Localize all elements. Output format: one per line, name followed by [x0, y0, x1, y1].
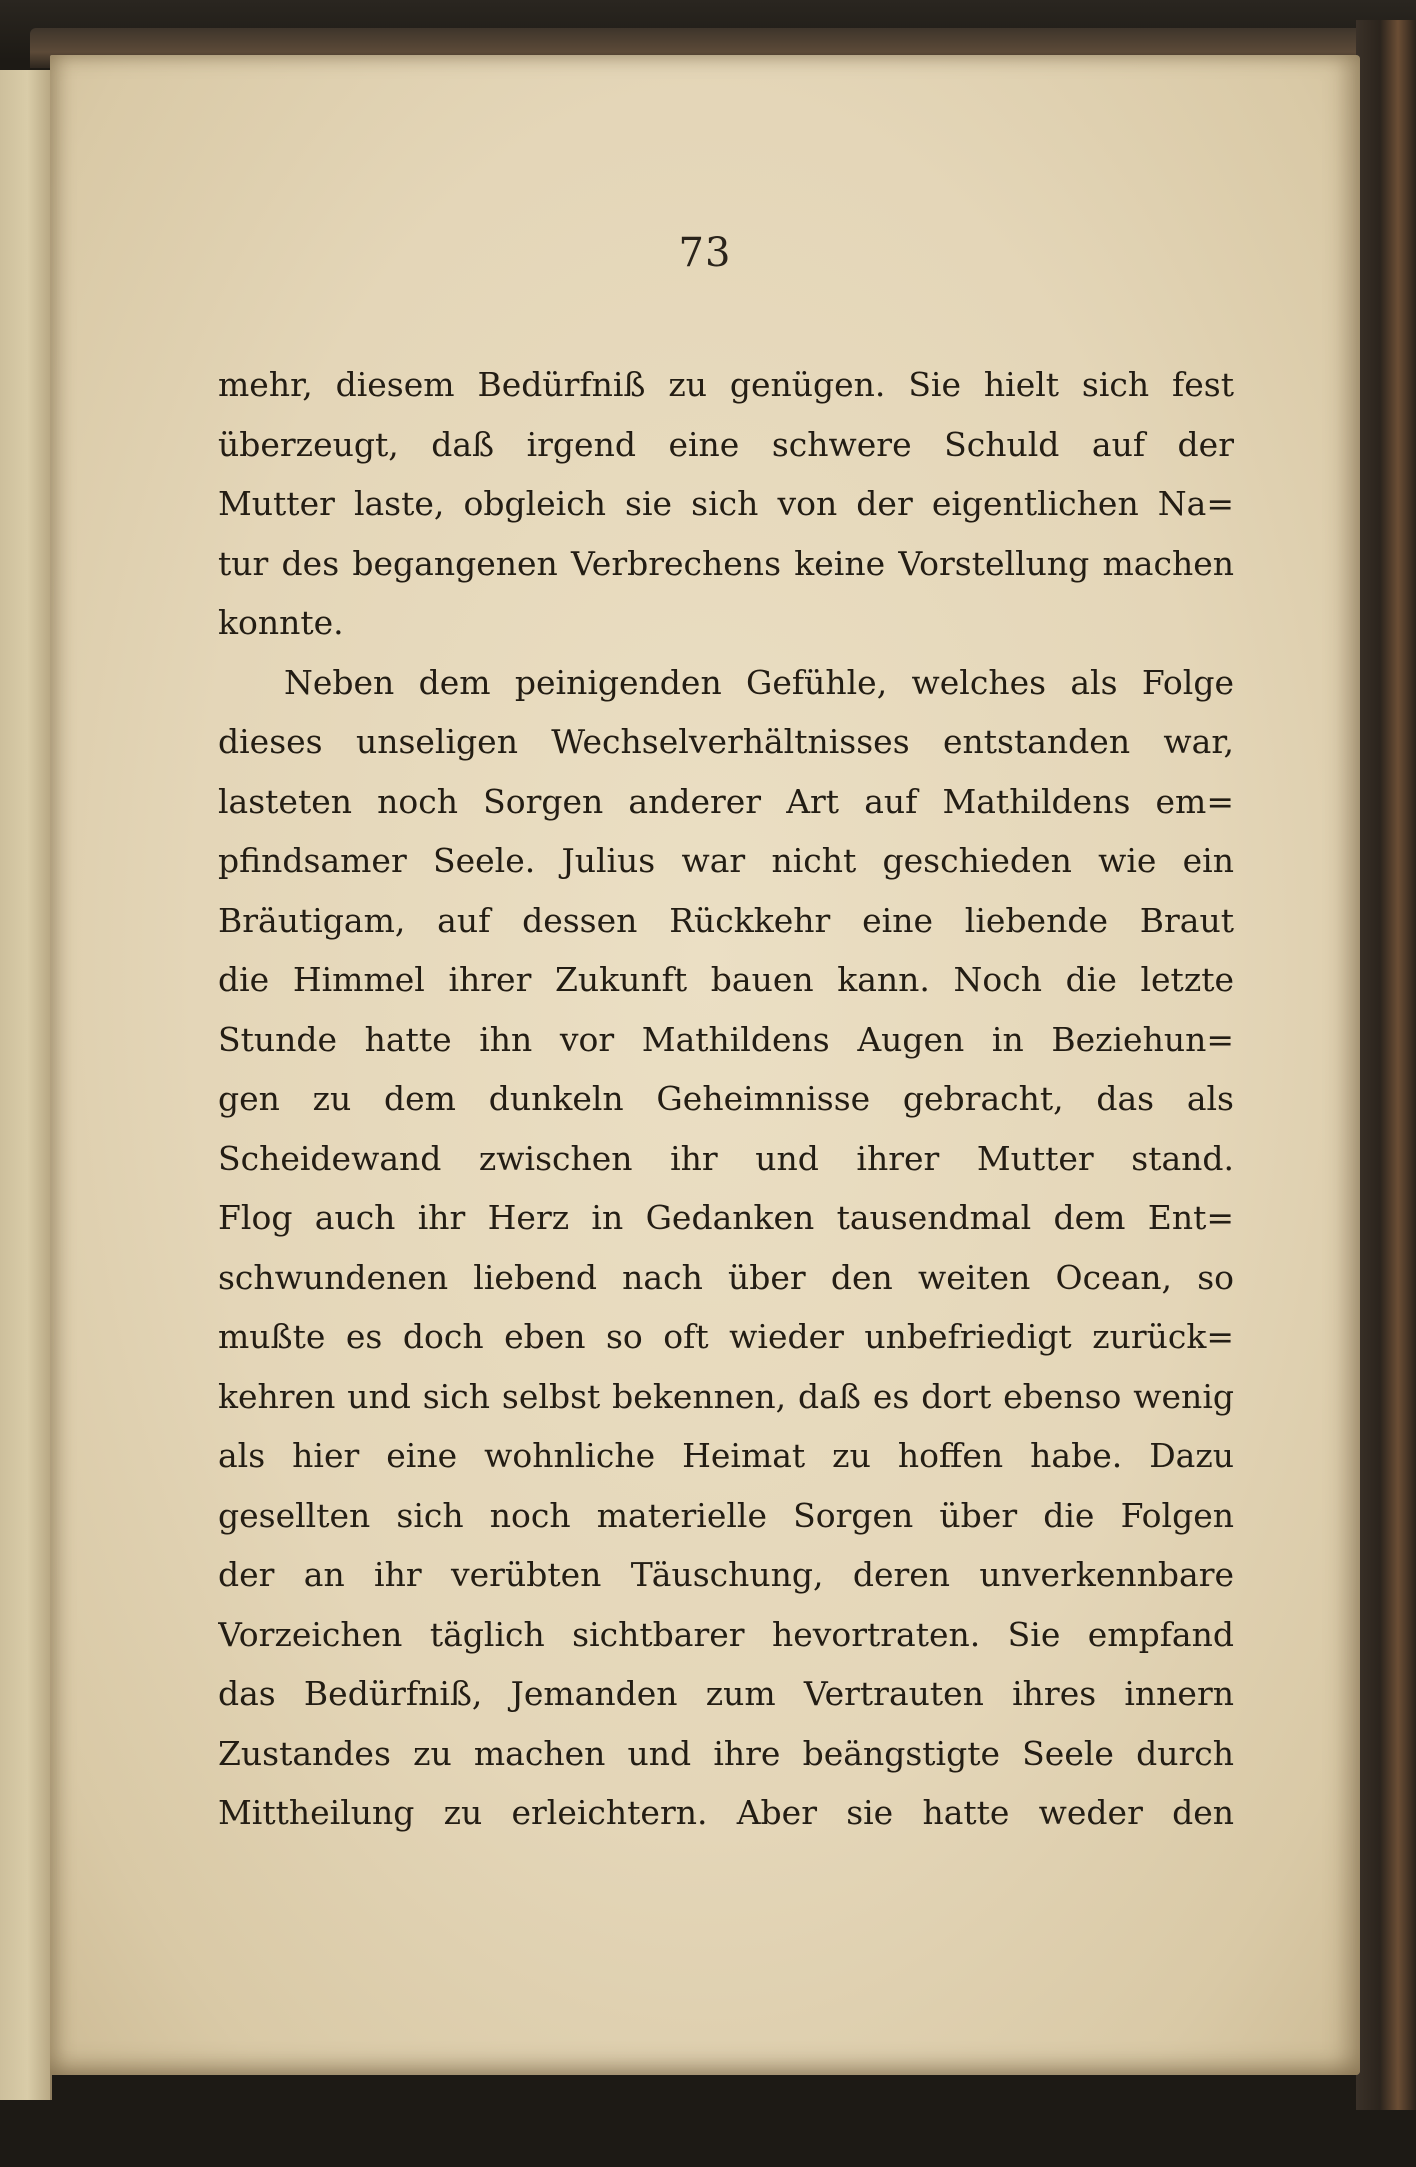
text-line: Stunde hatte ihn vor Mathildens Augen in Beziehun=	[218, 1019, 1234, 1059]
text-line: Mutter laste, obgleich sie sich von der eigentlichen Na=	[218, 484, 1234, 523]
text-line: schwundenen liebend nach über den weiten Ocean, so	[218, 1257, 1234, 1297]
text-line: Mittheilung zu erleichtern. Aber sie hatte weder den	[218, 1793, 1234, 1832]
text-line: mußte es doch eben so oft wieder unbefriedigt zurück=	[218, 1317, 1234, 1356]
text-line: die Himmel ihrer Zukunft bauen kann. Noch die letzte	[218, 960, 1234, 999]
text-line: mehr, diesem Bedürfniß zu genügen. Sie hielt sich fest	[218, 365, 1234, 404]
text-line: als hier eine wohnliche Heimat zu hoffen habe. Dazu	[218, 1436, 1234, 1475]
text-line: gesellten sich noch materielle Sorgen über die Folgen	[218, 1495, 1234, 1535]
text-line: pfindsamer Seele. Julius war nicht geschieden wie ein	[218, 841, 1234, 880]
text-line: dieses unseligen Wechselverhältnisses entstanden war,	[218, 722, 1234, 761]
page-text	[218, 355, 1234, 1843]
book-cover-right-edge	[1356, 20, 1416, 2110]
text-line: überzeugt, daß irgend eine schwere Schuld auf der	[218, 424, 1234, 464]
text-line: das Bedürfniß, Jemanden zum Vertrauten ihres innern	[218, 1674, 1234, 1713]
left-page-edge	[0, 70, 52, 2100]
text-line: lasteten noch Sorgen anderer Art auf Mathildens em=	[218, 781, 1234, 821]
page-number: 73	[678, 230, 732, 276]
paragraph	[218, 355, 1234, 653]
text-line: Zustandes zu machen und ihre beängstigte Seele durch	[218, 1733, 1234, 1773]
text-line: kehren und sich selbst bekennen, daß es dort ebenso wenig	[218, 1376, 1234, 1416]
text-line: gen zu dem dunkeln Geheimnisse gebracht, das als	[218, 1079, 1234, 1118]
text-line: der an ihr verübten Täuschung, deren unverkennbare	[218, 1555, 1234, 1594]
book-page	[50, 55, 1360, 2075]
text-line: Neben dem peinigenden Gefühle, welches als Folge	[284, 662, 1234, 702]
text-line: tur des begangenen Verbrechens keine Vorstellung machen	[218, 543, 1234, 583]
paragraph	[218, 653, 1234, 1843]
text-line: Scheidewand zwischen ihr und ihrer Mutter stand.	[218, 1138, 1234, 1178]
text-line: konnte.	[218, 603, 344, 642]
text-line: Bräutigam, auf dessen Rückkehr eine liebende Braut	[218, 900, 1234, 940]
text-line: Vorzeichen täglich sichtbarer hevortraten. Sie empfand	[218, 1614, 1234, 1654]
text-line: Flog auch ihr Herz in Gedanken tausendmal dem Ent=	[218, 1198, 1234, 1237]
